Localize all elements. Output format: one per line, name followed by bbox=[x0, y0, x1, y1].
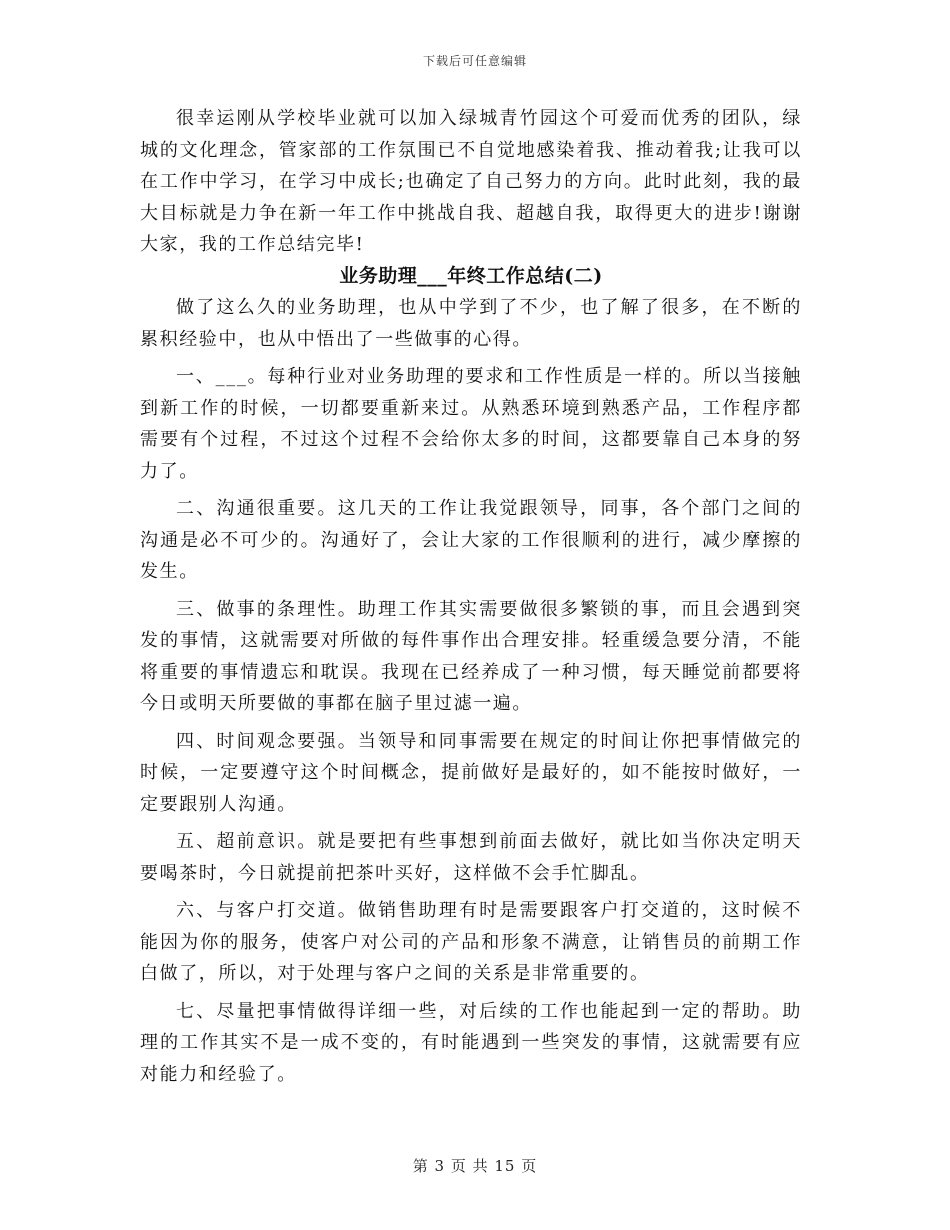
header-note: 下载后可任意编辑 bbox=[422, 54, 527, 68]
paragraph-point-5: 五、超前意识。就是要把有些事想到前面去做好，就比如当你决定明天要喝茶时，今日就提前把茶叶买好，这样做不会手忙脚乱。 bbox=[140, 831, 802, 884]
intro-paragraph: 很幸运刚从学校毕业就可以加入绿城青竹园这个可爱而优秀的团队，绿城的文化理念，管家部的工作氛围已不自觉地感染着我、推动着我;让我可以在工作中学习，在学习中成长;也确定了自己努力的方向。此时此刻，我的最大目标就是力争在新一年工作中挑战自我、超越自我，取得更大的进步!谢谢大家，我的工作总结完毕! bbox=[140, 108, 802, 255]
paragraph-point-2: 二、沟通很重要。这几天的工作让我觉跟领导，同事，各个部门之间的沟通是必不可少的。沟通好了，会让大家的工作很顺利的进行，减少摩擦的发生。 bbox=[140, 498, 802, 582]
paragraph-point-4: 四、时间观念要强。当领导和同事需要在规定的时间让你把事情做完的时候，一定要遵守这个时间概念，提前做好是最好的，如不能按时做好，一定要跟别人沟通。 bbox=[140, 730, 802, 815]
section-title: 业务助理___年终工作总结(二) bbox=[339, 264, 603, 287]
paragraph-point-3: 三、做事的条理性。助理工作其实需要做很多繁锁的事，而且会遇到突发的事情，这就需要对所做的每件事作出合理安排。轻重缓急要分清，不能将重要的事情遗忘和耽误。我现在已经养成了一种习惯，每天睡觉前都要将今日或明天所要做的事都在脑子里过滤一遍。 bbox=[140, 598, 802, 714]
paragraph-intro: 做了这么久的业务助理，也从中学到了不少，也了解了很多，在不断的累积经验中，也从中悟出了一些做事的心得。 bbox=[140, 297, 802, 350]
page-indicator: 第 3 页 共 15 页 bbox=[412, 1157, 538, 1175]
paragraph-point-1: 一、___。每种行业对业务助理的要求和工作性质是一样的。所以当接触到新工作的时候，一切都要重新来过。从熟悉环境到熟悉产品，工作程序都需要有个过程，不过这个过程不会给你太多的时间，这都要靠自己本身的努力了。 bbox=[140, 366, 802, 482]
paragraph-point-6: 六、与客户打交道。做销售助理有时是需要跟客户打交道的，这时候不能因为你的服务，使客户对公司的产品和形象不满意，让销售员的前期工作白做了，所以，对于处理与客户之间的关系是非常重要的。 bbox=[140, 900, 802, 984]
document-body bbox=[140, 103, 802, 1090]
paragraph-point-7: 七、尽量把事情做得详细一些，对后续的工作也能起到一定的帮助。助理的工作其实不是一成不变的，有时能遇到一些突发的事情，这就需要有应对能力和经验了。 bbox=[140, 1000, 802, 1085]
